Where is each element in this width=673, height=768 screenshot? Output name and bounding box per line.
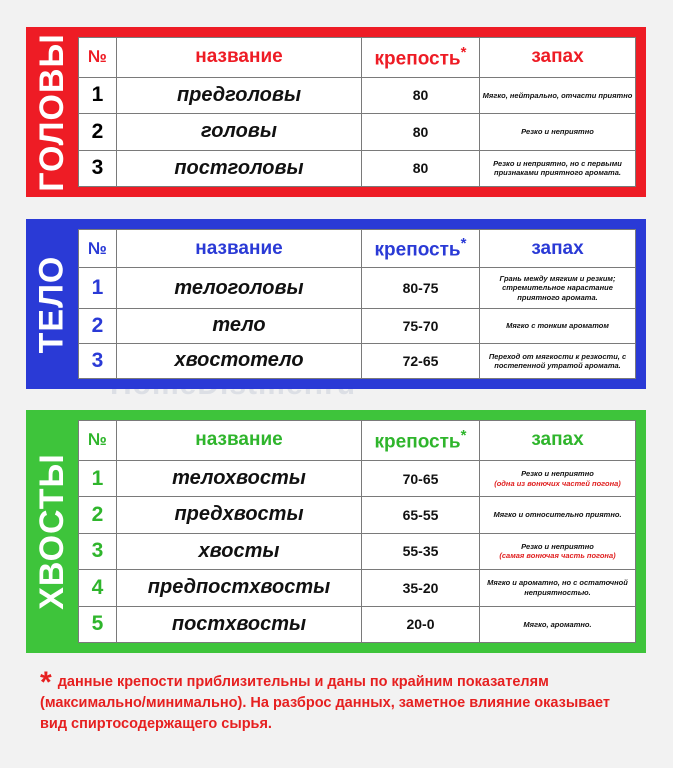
row-num: 4 [79,570,117,606]
footnote [40,666,640,735]
table-header-row [79,421,636,461]
section-body [26,219,646,389]
section-title-bar [26,27,78,197]
row-strength: 80-75 [362,268,480,309]
col-header-strength: крепость* [362,230,480,268]
section-heads [26,27,646,197]
row-strength: 75-70 [362,309,480,344]
section-title-bar [26,410,78,653]
row-smell: Переход от мягкости к резкости, с постепенной утратой аромата. [480,343,636,378]
col-header-strength: крепость* [362,421,480,461]
row-strength: 80 [362,77,480,113]
body-table [78,229,636,379]
row-num: 3 [79,343,117,378]
smell-note: (самая вонючая часть погона) [499,551,616,561]
col-header-num: № [79,421,117,461]
table-row [79,77,636,113]
row-name: предголовы [117,77,362,113]
row-name: предхвосты [117,497,362,533]
row-num: 2 [79,114,117,150]
section-title: ХВОСТЫ [32,453,71,610]
row-name: головы [117,114,362,150]
section-title: ГОЛОВЫ [32,32,71,192]
row-num: 3 [79,533,117,569]
table-row [79,150,636,186]
row-smell: Мягко и относительно приятно. [480,497,636,533]
row-num: 1 [79,460,117,496]
row-smell: Мягко и ароматно, но с остаточной неприятностью. [480,570,636,606]
row-smell: Резко и неприятно, но с первыми признаками приятного аромата. [480,150,636,186]
table-row [79,497,636,533]
heads-table [78,37,636,187]
row-strength: 55-35 [362,533,480,569]
col-header-name: название [117,38,362,78]
row-num: 2 [79,497,117,533]
section-tails [26,410,646,653]
row-num: 5 [79,606,117,643]
table-row [79,533,636,569]
row-name: предпостхвосты [117,570,362,606]
col-header-smell: запах [480,230,636,268]
table-header-row [79,230,636,268]
row-smell: Мягко, ароматно. [480,606,636,643]
row-smell: Мягко, нейтрально, отчасти приятно [480,77,636,113]
col-header-name: название [117,421,362,461]
row-name: постголовы [117,150,362,186]
table-row [79,114,636,150]
col-header-num: № [79,38,117,78]
table-row [79,606,636,643]
row-name: телоголовы [117,268,362,309]
tails-table [78,420,636,643]
footnote-text: данные крепости приблизительны и даны по крайним показателям (максимально/минимально). На разброс данных, заметное влияние оказывает вид спиртосодержащего сырья. [40,674,611,732]
row-name: постхвосты [117,606,362,643]
row-num: 2 [79,309,117,344]
table-row [79,460,636,496]
row-strength: 80 [362,114,480,150]
row-strength: 35-20 [362,570,480,606]
col-header-name: название [117,230,362,268]
table-row [79,268,636,309]
table-header-row [79,38,636,78]
col-header-strength: крепость* [362,38,480,78]
col-header-smell: запах [480,421,636,461]
row-num: 3 [79,150,117,186]
row-smell: Грань между мягким и резким; стремительное нарастание приятного аромата. [480,268,636,309]
row-num: 1 [79,268,117,309]
table-row [79,309,636,344]
row-smell: Резко и неприятно [480,114,636,150]
row-smell: Мягко с тонким ароматом [480,309,636,344]
row-strength: 80 [362,150,480,186]
row-name: телохвосты [117,460,362,496]
row-smell: Резко и неприятно (одна из вонючих частей погона) [480,460,636,496]
row-strength: 20-0 [362,606,480,643]
col-header-smell: запах [480,38,636,78]
row-strength: 70-65 [362,460,480,496]
asterisk-mark: * [40,666,52,699]
row-name: тело [117,309,362,344]
row-strength: 65-55 [362,497,480,533]
table-row [79,343,636,378]
table-row [79,570,636,606]
row-strength: 72-65 [362,343,480,378]
smell-note: (одна из вонючих частей погона) [494,478,621,488]
section-title: ТЕЛО [32,255,71,353]
row-smell: Резко и неприятно (самая вонючая часть погона) [480,533,636,569]
row-num: 1 [79,77,117,113]
row-name: хвосты [117,533,362,569]
col-header-num: № [79,230,117,268]
section-title-bar [26,219,78,389]
row-name: хвостотело [117,343,362,378]
